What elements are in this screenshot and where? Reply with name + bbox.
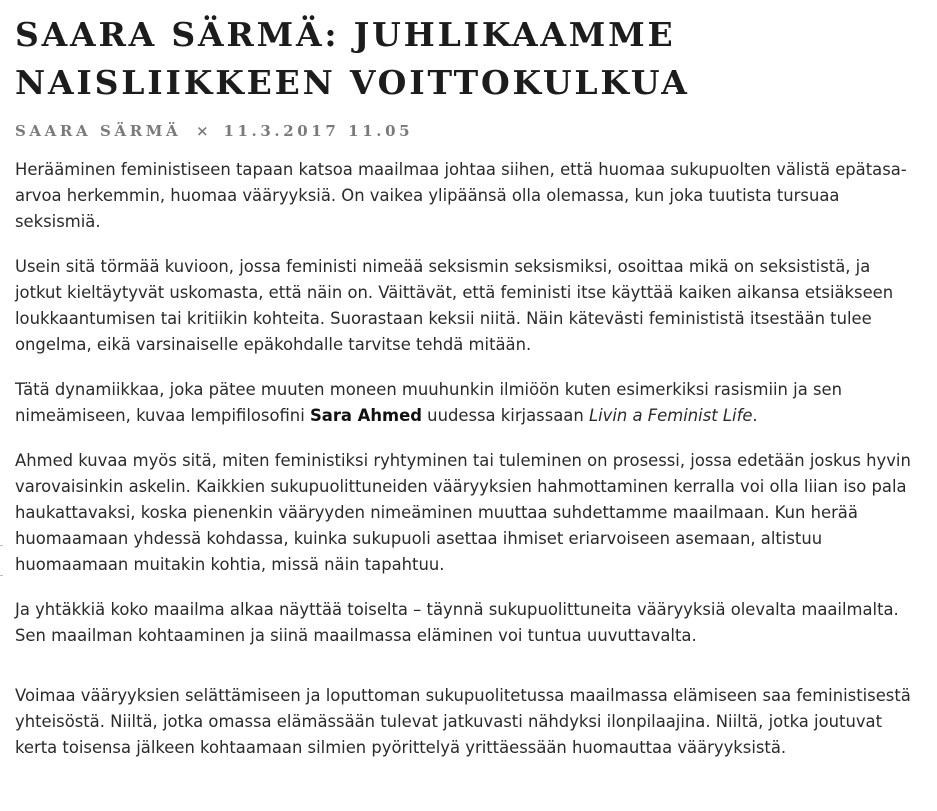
publish-datetime: 11.3.2017 11.05 xyxy=(223,122,414,140)
paragraph-6: Voimaa vääryyksien selättämiseen ja loputtoman sukupuolitetussa maailmassa elämiseen saa feministisestä yhteisöstä. Niiltä, jotka omassa elämässään tulevat jatkuvasti nähdyksi ilonpilaajina. Niiltä, jotka joutuvat kerta toisensa jälkeen kohtaamaan silmien pyörittelyä yrittäessään huomauttaa vääryyksistä. xyxy=(15,686,911,757)
author-reference-bold: Sara Ahmed xyxy=(309,406,422,425)
meta-separator: × xyxy=(196,122,209,140)
paragraph-5: Ja yhtäkkiä koko maailma alkaa näyttää toiselta – täynnä sukupuolittuneita vääryyksiä olevalta maailmalta. Sen maailman kohtaaminen ja siinä maailmassa eläminen voi tuntua uuvuttavalta. xyxy=(15,600,899,645)
paragraph-3-text-start: Tätä dynamiikkaa, joka pätee muuten moneen muuhunkin ilmiöön kuten esimerkiksi rasismiin ja sen nimeämiseen, kuvaa lempifilosofini xyxy=(15,380,842,425)
paragraph-3-text-end: . xyxy=(752,406,758,425)
article xyxy=(15,0,920,780)
paragraph-2: Usein sitä törmää kuvioon, jossa feministi nimeää seksismin seksismiksi, osoittaa mikä on seksististä, ja jotkut kieltäytyvät uskomasta, että näin on. Väittävät, että feministi itse käyttää kaiken aikansa etsiäkseen loukkaantumisen tai kritiikin kohteita. Suorastaan keksii niitä. Näin kätevästi feminististä itsestään tulee ongelma, eikä varsinaiselle epäkohdalle tarvitse tehdä mitään. xyxy=(15,257,894,354)
article-title: SAARA SÄRMÄ: JUHLIKAAMME NAISLIIKKEEN VOITTOKULKUA xyxy=(15,15,690,102)
book-title-italic: Livin a Feminist Life xyxy=(588,406,753,425)
article-meta xyxy=(15,121,920,141)
article-body xyxy=(15,157,920,761)
paragraph-1: Herääminen feministiseen tapaan katsoa maailmaa johtaa siihen, että huomaa sukupuolten välistä epätasa-arvoa herkemmin, huomaa vääryyksiä. On vaikea ylipäänsä olla olemassa, kun joka tuutista tursuaa seksismiä. xyxy=(15,160,907,231)
paragraph-4: Ahmed kuvaa myös sitä, miten feministiksi ryhtyminen tai tuleminen on prosessi, jossa edetään joskus hyvin varovaisinkin askelin. Kaikkien sukupuolittuneiden vääryyksien hahmottaminen kerralla voi olla liian iso pala haukattavaksi, koska pienenkin vääryyden nimeäminen muuttaa suhdettamme maailmaan. Kun herää huomaamaan yhdessä kohdassa, kuinka sukupuoli asettaa ihmiset eriarvoiseen asemaan, altistuu huomaamaan muitakin kohtia, missä näin tapahtuu. xyxy=(15,451,911,574)
author-name[interactable]: SAARA SÄRMÄ xyxy=(15,122,182,140)
paragraph-3 xyxy=(15,377,920,429)
edge-marker xyxy=(0,545,3,546)
paragraph-3-text-middle: uudessa kirjassaan xyxy=(421,406,589,425)
edge-marker xyxy=(0,575,3,576)
